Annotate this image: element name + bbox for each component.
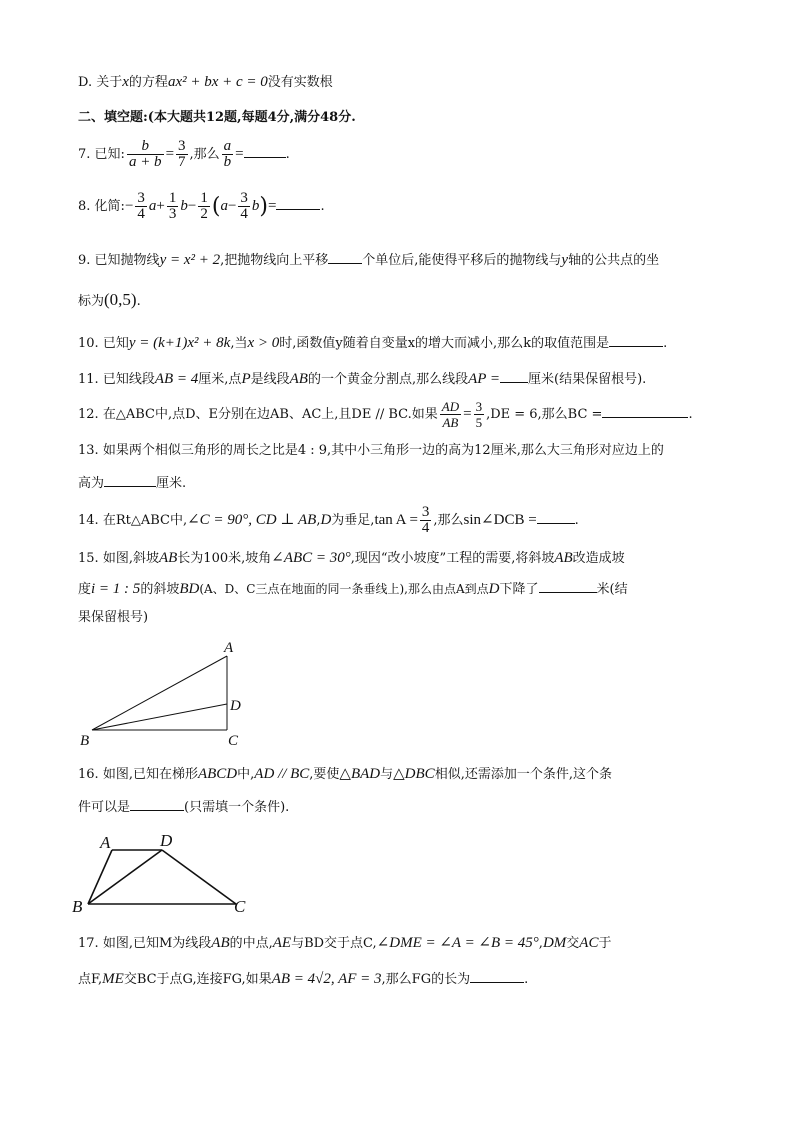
question-9-line1: 9. 已知抛物线y = x² + 2,把抛物线向上平移 个单位后,能使得平移后的抛物线与y轴的公共点的坐: [78, 249, 659, 271]
question-17-line1: 17. 如图,已知M为线段AB的中点,AE与BD交于点C,∠DME = ∠A = ∠B = 45°,DM交AC于: [78, 935, 612, 951]
question-13-line2: 高为 厘米.: [78, 472, 186, 494]
section-title: 二、填空题:(本大题共12题,每题4分,满分48分.: [78, 110, 356, 125]
quadratic-equation: ax² + bx + c = 0: [167, 74, 268, 90]
segment-DC: [162, 850, 236, 904]
vector-a: a: [148, 198, 157, 214]
label-B: B: [72, 897, 83, 916]
question-15-line1: 15. 如图,斜坡AB长为100米,坡角∠ABC = 30°,现因“改小坡度”工程的需要,将斜坡AB改造成坡: [78, 550, 625, 566]
question-17-line2: 点F,ME交BC于点G,连接FG,如果AB = 4√2, AF = 3,那么FG的长为 .: [78, 968, 528, 990]
option-d: D. 关于x的方程ax² + bx + c = 0没有实数根: [78, 74, 333, 90]
answer-blank-11[interactable]: [500, 368, 528, 383]
vector-b: b: [180, 198, 188, 214]
question-14: 14. 在Rt△ABC中,∠C = 90°, CD ⊥ AB,D为垂足,tan A = $\frac{3}{4}$ ,那么sin∠DCB = .: [78, 504, 579, 536]
segment-BD: [88, 850, 162, 904]
answer-blank-15[interactable]: [539, 578, 597, 593]
answer-blank-17[interactable]: [470, 968, 524, 983]
question-7: 7. 已知: $\frac{b}{a + b}$ = $\frac{3}{7}$ ,那么 $\frac{a}{b}$ = .: [78, 138, 290, 170]
answer-blank-16[interactable]: [130, 796, 184, 811]
question-8: 8. 化简:− $\frac{3}{4}$ a+ $\frac{1}{3}$ b− $\frac{1}{2}$ (a− $\frac{3}{4}$ b)= .: [78, 190, 325, 222]
label-D: D: [160, 831, 173, 850]
label-A: A: [100, 833, 111, 852]
segment-BD: [92, 704, 227, 730]
question-9-line2: 标为(0,5).: [78, 290, 141, 309]
question-15-line3: 果保留根号): [78, 610, 149, 625]
question-13-line1: 13. 如果两个相似三角形的周长之比是4 : 9,其中小三角形一边的高为12厘米,那么大三角形对应边上的: [78, 443, 664, 458]
segment-AB: [92, 656, 227, 730]
label-B: B: [80, 733, 90, 748]
label-D: D: [230, 698, 241, 714]
answer-blank-13[interactable]: [104, 472, 156, 487]
label-C: C: [234, 897, 246, 916]
figure-15-slope-diagram: [74, 638, 254, 748]
question-15-line2: 度i = 1 : 5的斜坡BD(A、D、C三点在地面的同一条垂线上),那么由点A到点D下降了 米(结: [78, 578, 628, 600]
answer-blank-10[interactable]: [609, 332, 663, 347]
question-12: 12. 在△ABC中,点D、E分别在边AB、AC上,且DE // BC.如果 $\frac{AD}{AB}$ = $\frac{3}{5}$ ,DE = 6,那么BC = .: [78, 399, 693, 430]
label-A: A: [224, 640, 234, 656]
answer-blank-14[interactable]: [537, 509, 575, 524]
answer-blank-8[interactable]: [276, 195, 320, 210]
question-16-line2: 件可以是 (只需填一个条件).: [78, 796, 289, 818]
figure-16-trapezoid-diagram: [68, 828, 258, 918]
answer-blank-9[interactable]: [328, 249, 362, 264]
label-C: C: [228, 733, 239, 748]
question-11: 11. 已知线段AB = 4厘米,点P是线段AB的一个黄金分割点,那么线段AP = 厘米(结果保留根号).: [78, 368, 646, 390]
question-10: 10. 已知y = (k+1)x² + 8k,当x > 0时,函数值y随着自变量x的增大而减小,那么k的取值范围是 .: [78, 332, 667, 354]
question-16-line1: 16. 如图,已知在梯形ABCD中,AD // BC,要使△BAD与△DBC相似,还需添加一个条件,这个条: [78, 766, 612, 782]
answer-blank-12[interactable]: [602, 403, 688, 418]
answer-blank-7[interactable]: [244, 143, 286, 158]
